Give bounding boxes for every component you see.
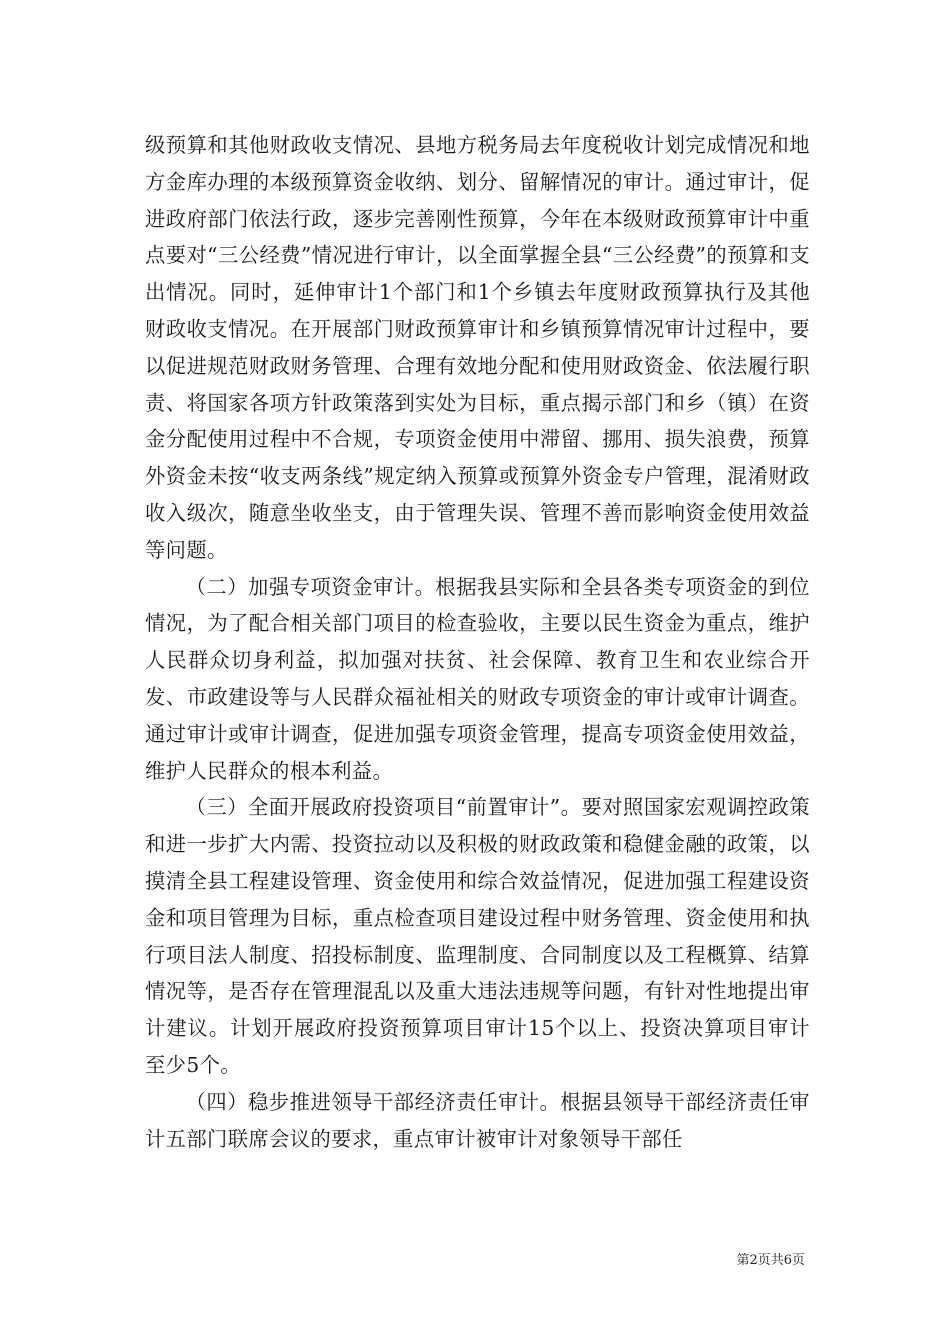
page-number-footer: 第2页共6页	[736, 1253, 805, 1268]
document-body	[145, 127, 810, 1157]
paragraph-special-funds-audit: （二）加强专项资金审计。根据我县实际和全县各类专项资金的到位情况，为了配合相关部门项目的检查验收，主要以民生资金为重点，维护人民群众切身利益，拟加强对扶贫、社会保障、教育卫生和农业综合开发、市政建设等与人民群众福祉相关的财政专项资金的审计或审计调查。通过审计或审计调查，促进加强专项资金管理，提高专项资金使用效益，维护人民群众的根本利益。	[145, 574, 810, 783]
paragraph-investment-project-audit: （三）全面开展政府投资项目“前置审计”。要对照国家宏观调控政策和进一步扩大内需、投资拉动以及积极的财政政策和稳健金融的政策，以摸清全县工程建设管理、资金使用和综合效益情况，促进加强工程建设资金和项目管理为目标，重点检查项目建设过程中财务管理、资金使用和执行项目法人制度、招投标制度、监理制度、合同制度以及工程概算、结算情况等，是否存在管理混乱以及重大违法违规等问题，有针对性地提出审计建议。计划开展政府投资预算项目审计15个以上、投资决算项目审计至少5个。	[145, 795, 810, 1077]
paragraph-economic-responsibility-audit: （四）稳步推进领导干部经济责任审计。根据县领导干部经济责任审计五部门联席会议的要求，重点审计被审计对象领导干部任	[145, 1089, 810, 1151]
paragraph-budget-audit: 级预算和其他财政收支情况、县地方税务局去年度税收计划完成情况和地方金库办理的本级预算资金收纳、划分、留解情况的审计。通过审计，促进政府部门依法行政，逐步完善刚性预算，今年在本级财政预算审计中重点要对“三公经费”情况进行审计，以全面掌握全县“三公经费”的预算和支出情况。同时，延伸审计1个部门和1个乡镇去年度财政预算执行及其他财政收支情况。在开展部门财政预算审计和乡镇预算情况审计过程中，要以促进规范财政财务管理、合理有效地分配和使用财政资金、依法履行职责、将国家各项方针政策落到实处为目标，重点揭示部门和乡（镇）在资金分配使用过程中不合规，专项资金使用中滞留、挪用、损失浪费，预算外资金未按“收支两条线”规定纳入预算或预算外资金专户管理，混淆财政收入级次，随意坐收坐支，由于管理失误、管理不善而影响资金使用效益等问题。	[145, 133, 810, 562]
